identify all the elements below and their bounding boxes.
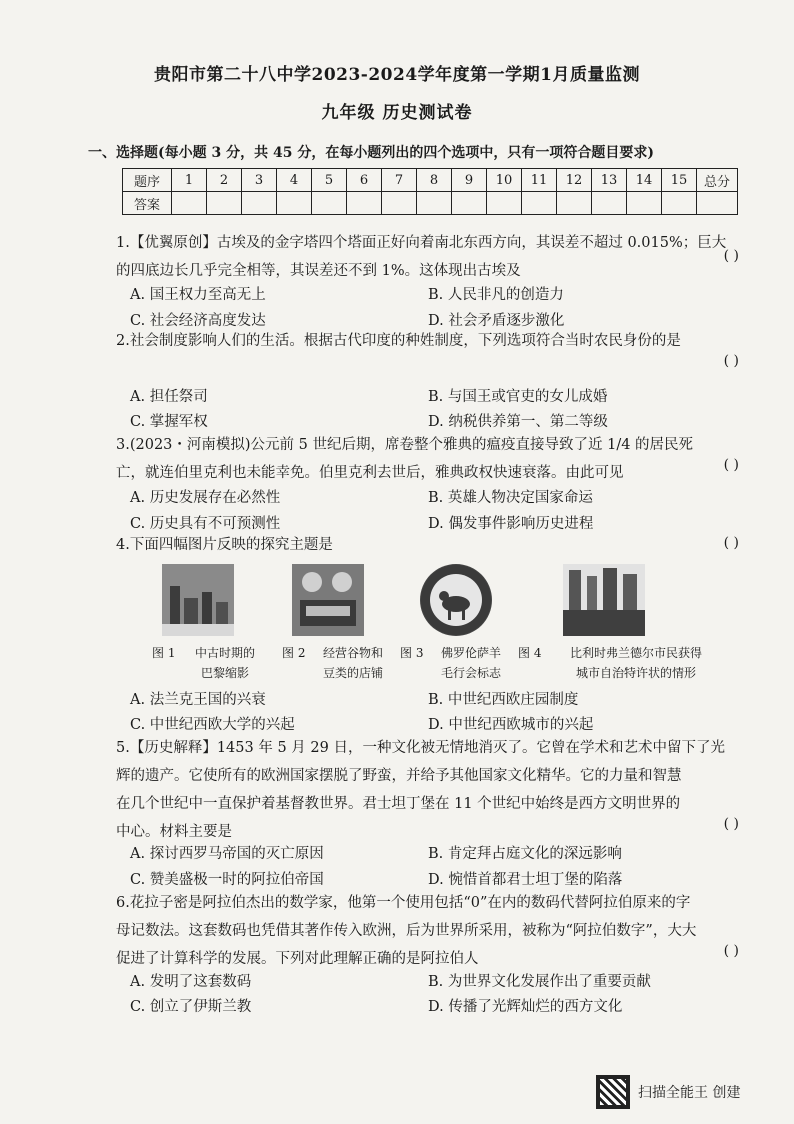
answer-paren: ( ) bbox=[723, 816, 739, 832]
row-label-number: 题序 bbox=[123, 169, 172, 192]
option-b: B. 人民非凡的创造力 bbox=[428, 287, 564, 303]
option-d: D. 传播了光辉灿烂的西方文化 bbox=[428, 999, 623, 1015]
option-b: B. 与国王或官吏的女儿成婚 bbox=[428, 389, 608, 405]
answer-cell[interactable] bbox=[452, 192, 487, 215]
answer-table-answer-row bbox=[123, 192, 738, 215]
town-sketch-icon bbox=[162, 564, 234, 636]
city-crowd-icon bbox=[563, 564, 645, 636]
question-1 bbox=[116, 229, 746, 285]
question-number-cell: 8 bbox=[417, 169, 452, 192]
caption-line: 豆类的店铺 bbox=[322, 666, 383, 680]
option-a: A. 法兰克王国的兴衰 bbox=[130, 692, 266, 708]
figure-3-caption bbox=[436, 643, 506, 683]
figure-1-caption bbox=[190, 643, 260, 683]
question-5 bbox=[116, 734, 746, 846]
option-c: C. 掌握军权 bbox=[130, 414, 208, 430]
option-d: D. 中世纪西欧城市的兴起 bbox=[428, 717, 594, 733]
question-number-cell: 2 bbox=[207, 169, 242, 192]
question-number-cell: 6 bbox=[347, 169, 382, 192]
option-b: B. 英雄人物决定国家命运 bbox=[428, 490, 593, 506]
answer-cell[interactable] bbox=[277, 192, 312, 215]
caption-line: 毛行会标志 bbox=[440, 666, 501, 680]
figure-2-label: 图 2 bbox=[282, 646, 306, 660]
question-text-line: 促进了计算科学的发展。下列对此理解正确的是阿拉伯人 bbox=[116, 951, 479, 967]
option-c: C. 社会经济高度发达 bbox=[130, 313, 266, 329]
answer-cell[interactable] bbox=[242, 192, 277, 215]
scanner-watermark bbox=[596, 1075, 786, 1109]
option-d: D. 惋惜首都君士坦丁堡的陷落 bbox=[428, 872, 623, 888]
question-number-cell: 14 bbox=[627, 169, 662, 192]
total-score-label: 总分 bbox=[697, 169, 738, 192]
option-a: A. 担任祭司 bbox=[130, 389, 208, 405]
scanner-credit: 扫描全能王 创建 bbox=[638, 1085, 741, 1101]
question-text-line: 4.下面四幅图片反映的探究主题是 bbox=[116, 537, 333, 553]
question-number-cell: 9 bbox=[452, 169, 487, 192]
question-text-line: 1.【优翼原创】古埃及的金字塔四个塔面正好向着南北东西方向，其误差不超过 0.015%；巨大 bbox=[116, 235, 727, 251]
question-number-cell: 5 bbox=[312, 169, 347, 192]
question-number-cell: 12 bbox=[557, 169, 592, 192]
caption-line: 中古时期的 bbox=[194, 646, 255, 660]
caption-line: 比利时弗兰德尔市民获得 bbox=[569, 646, 702, 660]
question-6 bbox=[116, 889, 746, 973]
answer-cell[interactable] bbox=[172, 192, 207, 215]
answer-cell[interactable] bbox=[382, 192, 417, 215]
option-c: C. 赞美盛极一时的阿拉伯帝国 bbox=[130, 872, 324, 888]
figure-2-caption bbox=[318, 643, 388, 683]
option-a: A. 探讨西罗马帝国的灭亡原因 bbox=[130, 846, 324, 862]
caption-line: 城市自治特许状的情形 bbox=[575, 666, 696, 680]
answer-cell[interactable] bbox=[207, 192, 242, 215]
question-text-line: 6.花拉子密是阿拉伯杰出的数学家，他第一个使用包括“0”在内的数码代替阿拉伯原来的字 bbox=[116, 895, 691, 911]
question-number-cell: 1 bbox=[172, 169, 207, 192]
question-text-line: 中心。材料主要是 bbox=[116, 824, 232, 840]
answer-paren: ( ) bbox=[723, 943, 739, 959]
question-number-cell: 7 bbox=[382, 169, 417, 192]
question-number-cell: 4 bbox=[277, 169, 312, 192]
question-text-line: 在几个世纪中一直保护着基督教世界。君士坦丁堡在 11 个世纪中始终是西方文明世界的 bbox=[116, 796, 681, 812]
option-b: B. 肯定拜占庭文化的深远影响 bbox=[428, 846, 622, 862]
answer-cell[interactable] bbox=[592, 192, 627, 215]
option-a: A. 发明了这套数码 bbox=[130, 974, 252, 990]
figure-1-paris-image bbox=[162, 564, 234, 636]
option-c: C. 创立了伊斯兰教 bbox=[130, 999, 252, 1015]
option-d: D. 社会矛盾逐步激化 bbox=[428, 313, 565, 329]
caption-line: 佛罗伦萨羊 bbox=[440, 646, 501, 660]
question-text-line: 5.【历史解释】1453 年 5 月 29 日，一种文化被无情地消灭了。它曾在学术和艺术中留下了光 bbox=[116, 740, 725, 756]
question-number-cell: 15 bbox=[662, 169, 697, 192]
exam-subtitle: 九年级 历史测试卷 bbox=[321, 103, 473, 123]
question-text-line: 辉的遗产。它使所有的欧洲国家摆脱了野蛮，并给予其他国家文化精华。它的力量和智慧 bbox=[116, 768, 682, 784]
answer-paren: ( ) bbox=[723, 457, 739, 473]
answer-cell[interactable] bbox=[417, 192, 452, 215]
qr-code-icon bbox=[596, 1075, 630, 1109]
shop-sketch-icon bbox=[292, 564, 364, 636]
question-text-line: 的四底边长几乎完全相等，其误差还不到 1%。这体现出古埃及 bbox=[116, 263, 521, 279]
option-b: B. 中世纪西欧庄园制度 bbox=[428, 692, 579, 708]
figure-4-charter-image bbox=[563, 564, 645, 636]
answer-cell[interactable] bbox=[627, 192, 662, 215]
section-heading: 一、选择题(每小题 3 分，共 45 分，在每小题列出的四个选项中，只有一项符合题目要求) bbox=[88, 145, 654, 161]
option-d: D. 纳税供养第一、第二等级 bbox=[428, 414, 608, 430]
lamb-emblem-icon bbox=[420, 564, 492, 636]
option-b: B. 为世界文化发展作出了重要贡献 bbox=[428, 974, 651, 990]
figure-3-label: 图 3 bbox=[400, 646, 424, 660]
answer-table bbox=[122, 168, 738, 215]
figure-4-label: 图 4 bbox=[518, 646, 542, 660]
question-text-line: 2.社会制度影响人们的生活。根据古代印度的种姓制度，下列选项符合当时农民身份的是 bbox=[116, 333, 681, 349]
question-number-cell: 10 bbox=[487, 169, 522, 192]
answer-paren: ( ) bbox=[723, 248, 739, 264]
answer-cell[interactable] bbox=[312, 192, 347, 215]
answer-cell[interactable] bbox=[487, 192, 522, 215]
question-3 bbox=[116, 431, 746, 487]
question-number-cell: 11 bbox=[522, 169, 557, 192]
answer-table-header-row bbox=[123, 169, 738, 192]
caption-line: 经营谷物和 bbox=[322, 646, 383, 660]
answer-cell[interactable] bbox=[557, 192, 592, 215]
answer-cell[interactable] bbox=[347, 192, 382, 215]
question-text-line: 母记数法。这套数码也凭借其著作传入欧洲，后为世界所采用，被称为“阿拉伯数字”，大大 bbox=[116, 923, 697, 939]
row-label-answer: 答案 bbox=[123, 192, 172, 215]
figure-3-guild-emblem bbox=[420, 564, 492, 636]
total-score-cell[interactable] bbox=[697, 192, 738, 215]
answer-cell[interactable] bbox=[522, 192, 557, 215]
question-4 bbox=[116, 531, 746, 559]
question-2 bbox=[116, 327, 746, 355]
figure-2-shop-image bbox=[292, 564, 364, 636]
option-a: A. 历史发展存在必然性 bbox=[130, 490, 281, 506]
answer-paren: ( ) bbox=[723, 535, 739, 551]
question-number-cell: 13 bbox=[592, 169, 627, 192]
option-c: C. 历史具有不可预测性 bbox=[130, 516, 281, 532]
question-text-line: 3.(2023・河南模拟)公元前 5 世纪后期，席卷整个雅典的瘟疫直接导致了近 1/4 的居民死 bbox=[116, 437, 694, 453]
answer-cell[interactable] bbox=[662, 192, 697, 215]
question-number-cell: 3 bbox=[242, 169, 277, 192]
option-d: D. 偶发事件影响历史进程 bbox=[428, 516, 594, 532]
option-a: A. 国王权力至高无上 bbox=[130, 287, 266, 303]
figure-1-label: 图 1 bbox=[152, 646, 176, 660]
figure-4-caption bbox=[556, 643, 716, 683]
caption-line: 巴黎缩影 bbox=[200, 666, 249, 680]
exam-title: 贵阳市第二十八中学2023-2024学年度第一学期1月质量监测 bbox=[153, 65, 640, 85]
answer-paren: ( ) bbox=[723, 353, 739, 369]
question-text-line: 亡，就连伯里克利也未能幸免。伯里克利去世后，雅典政权快速衰落。由此可见 bbox=[116, 465, 624, 481]
option-c: C. 中世纪西欧大学的兴起 bbox=[130, 717, 295, 733]
